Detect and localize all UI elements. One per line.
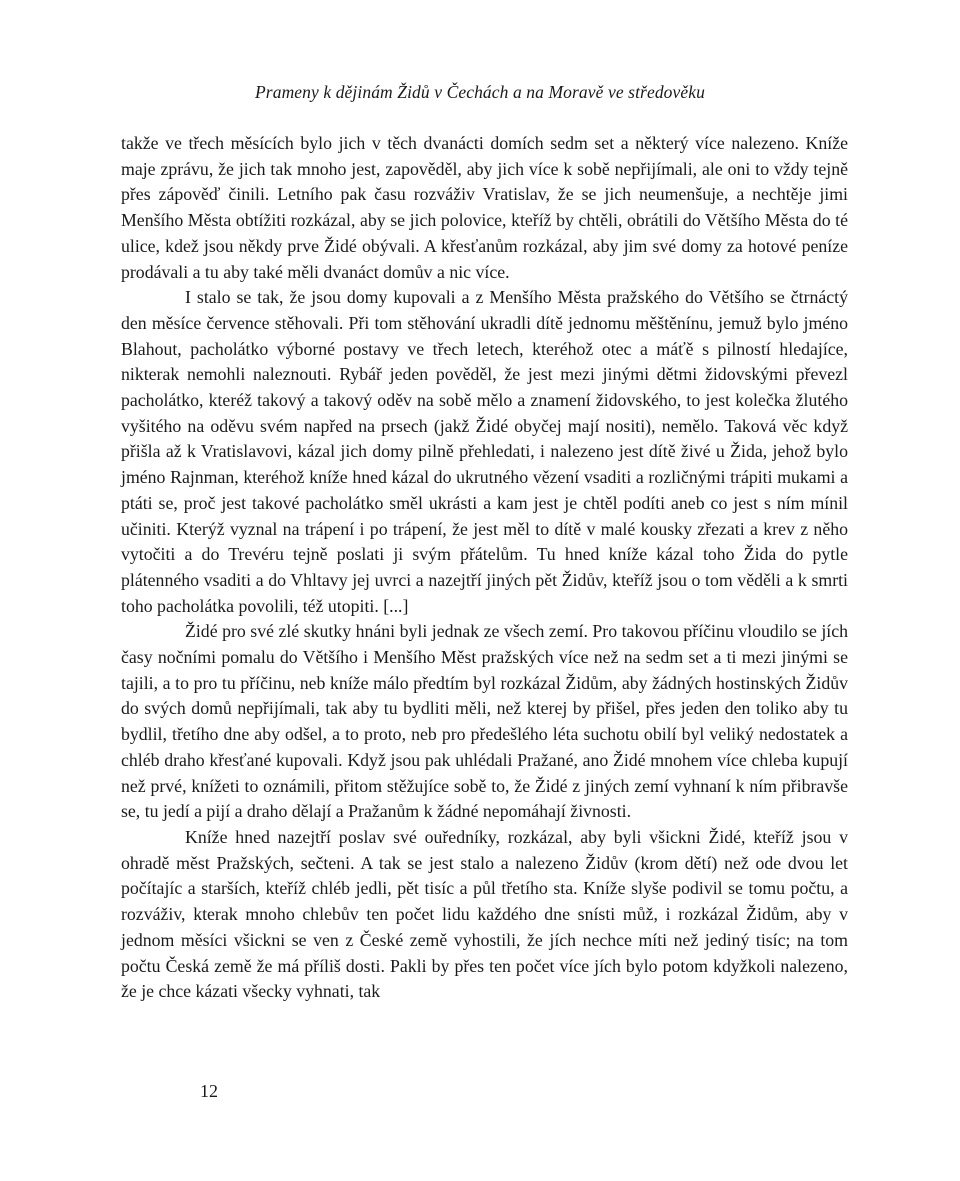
body-text <box>121 131 848 1005</box>
paragraph: Židé pro své zlé skutky hnáni byli jednak ze všech zemí. Pro takovou příčinu vloudilo se jích časy nočními pomalu do Většího i Menšího Měst pražských více než na sedm set a ti mezi jinými se tajili, a to pro tu příčinu, neb kníže málo předtím byl rozkázal Židům, aby žádných hostinských Židův do svých domů nepřijímali, tak aby tu bydliti měli, než kterej by přišel, přes jeden den toliko aby tu bydlil, třetího dne aby odšel, a to proto, neb pro předešlého léta suchotu obilí byl veliký nedostatek a chléb draho křesťané kupovali. Když jsou pak uhlédali Pražané, ano Židé mnohem více chleba kupují než prvé, knížeti to oznámili, přitom stěžujíce sobě to, že Židé z jiných zemí vyhnaní k ním přibravše se, tu jedí a pijí a draho dělají a Pražanům k žádné nepomáhají živnosti. <box>121 621 848 822</box>
paragraph: Kníže hned nazejtří poslav své ouředníky, rozkázal, aby byli všickni Židé, kteříž jsou v ohradě měst Pražských, sečteni. A tak se jest stalo a nalezeno Židův (krom dětí) než ode dvou let počítajíc a starších, kteříž chléb jedli, pět tisíc a půl třetího sta. Kníže slyše podivil se tomu počtu, a rozváživ, kterak mnoho chlebův ten počet lidu každého dne snísti můž, i rozkázal Židům, aby v jednom měsíci všickni se ven z České země vyhostili, že jích nechce míti než jediný tisíc; na tom počtu Česká země že má příliš dosti. Pakli by přes ten počet více jích bylo potom kdyžkoli nalezeno, že je chce kázati všecky vyhnati, tak <box>121 826 848 1002</box>
page-number: 12 <box>200 1081 218 1101</box>
paragraph-continuation: takže ve třech měsících bylo jich v těch dvanácti domích sedm set a některý více nalezeno. Kníže maje zprávu, že jich tak mnoho jest, zapověděl, aby jich více k sobě nepřijímali, ale oni to vždy tejně přes zápověď činili. Letního pak času rozváživ Vratislav, že se jich neumenšuje, a nechtěje jimi Menšího Města obtížiti rozkázal, aby se jich polovice, kteříž by chtěli, obrátili do Většího Města do té ulice, kdež jsou někdy prve Židé obývali. A křesťanům rozkázal, aby jim své domy za hotové peníze prodávali a tu aby také měli dvanáct domův a nic více. <box>121 133 848 282</box>
paragraph: I stalo se tak, že jsou domy kupovali a z Menšího Města pražského do Většího se čtrnáctý den měsíce července stěhovali. Při tom stěhování ukradli dítě jednomu měštěnínu, jemuž bylo jméno Blahout, pacholátko výborné postavy ve třech letech, kteréhož otec a máťě s pilností hledajíce, nikterak nemohli naleznouti. Rybář jeden pověděl, že jest mezi jinými dětmi židovskými převezl pacholátko, kteréž takový a takový oděv na sobě mělo a znamení židovského, to jest kolečka žlutého vyšitého na oděvu svém napřed na prsech (jakž Židé obyčej mají nositi), nemělo. Taková věc když přišla až k Vratislavovi, kázal jich domy pilně přehledati, i nalezeno jest dítě živé u Žida, jehož bylo jméno Rajnman, kteréhož kníže hned kázal do ukrutného vězení vsaditi a rozličnými trápiti mukami a ptáti se, proč jest takové pacholátko směl ukrásti a kam jest je chtěl podíti aneb co jest s ním mínil učiniti. Kterýž vyznal na trápení i po trápení, že jest měl to dítě v malé kousky zřezati a krev z něho vytočiti a do Trevéru tejně poslati ji svým přátelům. Tu hned kníže kázal toho Žida do pytle plátenného vsaditi a do Vhltavy jej uvrci a nazejtří jiných pět Židův, kteříž jsou o tom věděli a k smrti toho pacholátka povolili, též utopiti. [...] <box>121 287 848 616</box>
running-header: Prameny k dějinám Židů v Čechách a na Moravě ve středověku <box>255 82 705 102</box>
